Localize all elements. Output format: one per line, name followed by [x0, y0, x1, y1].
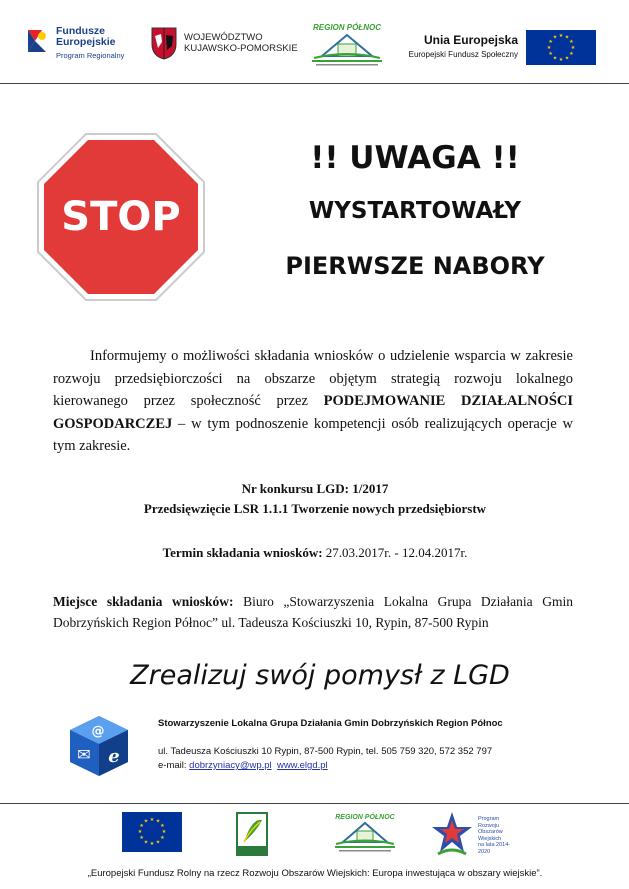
- org-email-line: e-mail: dobrzyniacy@wp.pl www.elgd.pl: [158, 760, 328, 771]
- svg-text:REGION PÓŁNOC: REGION PÓŁNOC: [335, 814, 395, 821]
- svg-text:@: @: [91, 724, 105, 739]
- svg-text:★: ★: [139, 823, 144, 829]
- svg-text:★: ★: [552, 34, 558, 41]
- slogan: Zrealizuj swój pomysł z LGD: [130, 660, 510, 691]
- region-polnoc-icon: [306, 20, 388, 70]
- svg-text:★: ★: [546, 45, 552, 51]
- svg-text:★: ★: [548, 51, 553, 57]
- svg-text:★: ★: [570, 45, 576, 51]
- svg-text:REGION PÓŁNOC: REGION PÓŁNOC: [312, 23, 382, 32]
- stop-label: STOP: [61, 194, 181, 240]
- ue-title: Unia Europejska: [423, 33, 518, 47]
- headline-wystartowaly: WYSTARTOWAŁY: [308, 198, 522, 224]
- svg-text:✉: ✉: [77, 745, 91, 764]
- svg-text:★: ★: [564, 34, 570, 41]
- svg-text:★: ★: [564, 55, 570, 62]
- headline-pierwsze-nabory: PIERWSZE NABORY: [285, 252, 545, 280]
- deadline: Termin składania wniosków: 27.03.2017r. - 12.04.2017r.: [162, 545, 468, 560]
- footer-note: „Europejski Fundusz Rolny na rzecz Rozwoju Obszarów Wiejskich: Europa inwestująca w obszary wiejskie”.: [87, 868, 543, 879]
- prow-star-icon: [430, 810, 474, 858]
- svg-text:★: ★: [160, 835, 165, 841]
- svg-text:★: ★: [569, 39, 574, 45]
- svg-text:★: ★: [558, 33, 564, 39]
- unia-europejska-logo: [408, 30, 596, 70]
- kujawsko-pomorskie-logo: [150, 26, 300, 66]
- contest-number: Nr konkursu LGD: 1/2017: [241, 481, 389, 496]
- website-link[interactable]: www.elgd.pl: [276, 760, 328, 771]
- svg-text:★: ★: [143, 818, 149, 825]
- org-name: Stowarzyszenie Lokalna Grupa Działania Gmin Dobrzyńskich Region Północ: [158, 718, 503, 729]
- svg-text:★: ★: [558, 57, 564, 63]
- svg-text:★: ★: [552, 55, 558, 62]
- svg-text:★: ★: [137, 829, 143, 835]
- svg-text:e: e: [108, 746, 120, 767]
- contest-project: Przedsięwzięcie LSR 1.1.1 Tworzenie nowych przedsiębiorstw: [143, 501, 487, 516]
- svg-text:★: ★: [149, 841, 155, 847]
- footer-divider: [0, 803, 629, 804]
- svg-text:★: ★: [143, 839, 149, 846]
- headline-uwaga: !! UWAGA !!: [310, 140, 520, 176]
- coat-of-arms-icon: [150, 26, 178, 60]
- ue-subtitle: Europejski Fundusz Społeczny: [408, 50, 518, 59]
- svg-text:★: ★: [155, 818, 161, 825]
- svg-text:★: ★: [149, 817, 155, 823]
- org-address: ul. Tadeusza Kościuszki 10 Rypin, 87-500 Rypin, tel. 505 759 320, 572 352 797: [158, 746, 493, 757]
- svg-text:★: ★: [548, 39, 553, 45]
- fundusze-europejskie-logo: [24, 24, 154, 68]
- svg-text:★: ★: [569, 51, 574, 57]
- svg-text:★: ★: [155, 839, 161, 846]
- region-polnoc-footer-icon: [330, 810, 400, 856]
- submission-place: Miejsce składania wniosków: Biuro „Stowarzyszenia Lokalna Grupa Działania Gmin Dobrzyńskich Region Północ” ul. Tadeusza Kościuszki 10, Rypin, 87-500 Rypin: [53, 594, 573, 630]
- stop-sign-icon: [36, 132, 206, 302]
- fe-subtitle: Program Regionalny: [56, 51, 125, 60]
- svg-text:★: ★: [161, 829, 167, 835]
- header-divider: [0, 83, 629, 84]
- eu-flag-footer-icon: [122, 812, 182, 852]
- fe-star-icon: [24, 26, 50, 56]
- fe-title: Fundusze Europejskie: [56, 25, 116, 48]
- contact-cube-icon: [66, 712, 132, 778]
- prow-logo: [430, 810, 520, 858]
- prow-text: Program Rozwoju Obszarów Wiejskich na lata 2014-2020: [478, 816, 511, 855]
- region-polnoc-logo: [306, 20, 388, 70]
- intro-paragraph: Informujemy o możliwości składania wniosków o udzielenie wsparcia w zakresie rozwoju przedsiębiorczości na obszarze objętym strategią rozwoju lokalnego kierowanego przez społeczność przez PODEJMOWANIE DZIAŁALNOŚCI GOSPODARCZEJ – w tym podnoszenie kompetencji osób realizujących operacje w tym zakresie.: [53, 348, 573, 454]
- leader-logo-icon: [236, 812, 268, 856]
- svg-text:★: ★: [139, 835, 144, 841]
- svg-text:★: ★: [160, 823, 165, 829]
- kp-name: WOJEWÓDZTWO KUJAWSKO-POMORSKIE: [184, 32, 298, 54]
- eu-flag-icon: [526, 30, 596, 65]
- email-link[interactable]: dobrzyniacy@wp.pl: [189, 760, 272, 771]
